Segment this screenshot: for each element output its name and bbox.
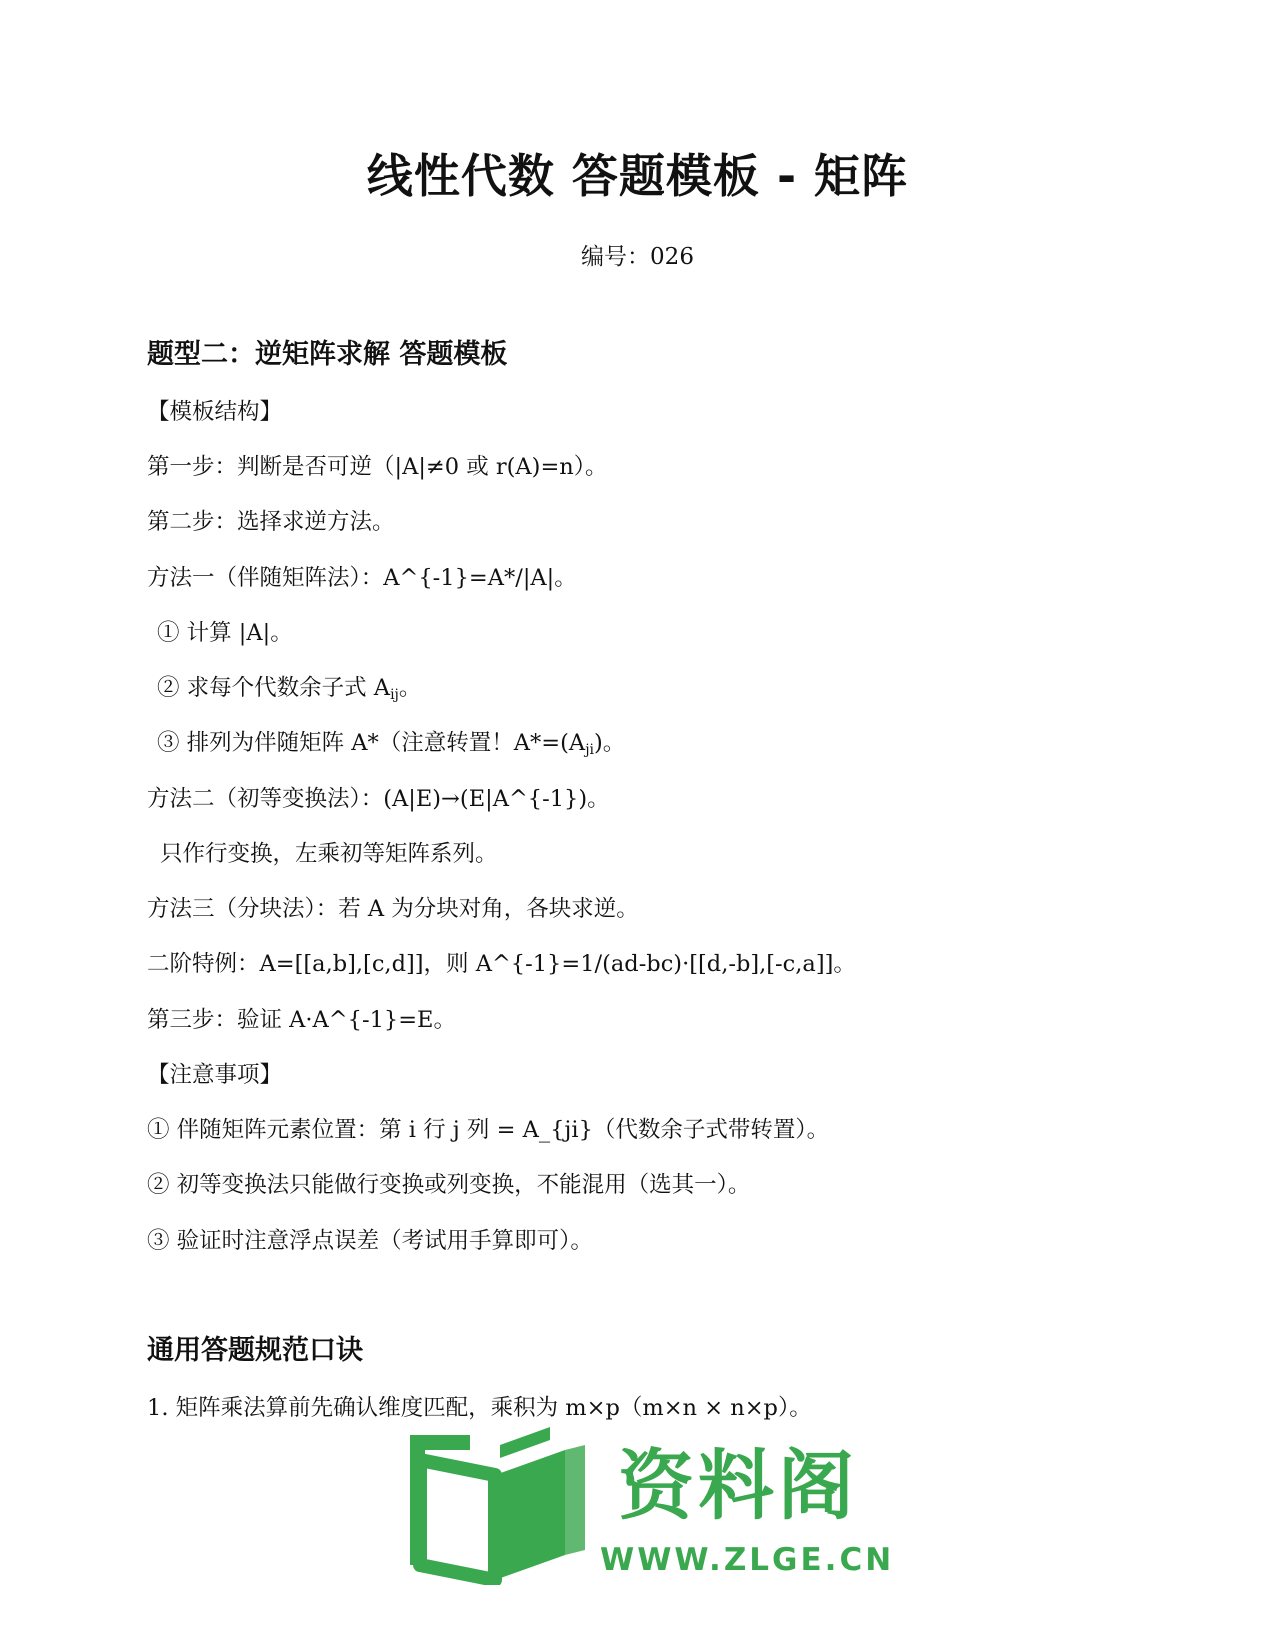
note-1: ① 伴随矩阵元素位置：第 i 行 j 列 = A_{ji}（代数余子式带转置）。 — [147, 1117, 830, 1143]
method-1-substep-c — [157, 725, 625, 758]
method-2: 方法二（初等变换法）：(A|E)→(E|A^{-1})。 — [147, 786, 610, 812]
note-2: ② 初等变换法只能做行变换或列变换，不能混用（选其一）。 — [147, 1172, 751, 1198]
method-3: 方法三（分块法）：若 A 为分块对角，各块求逆。 — [147, 896, 639, 922]
substep-c-text: ③ 排列为伴随矩阵 A*（注意转置！A*=(A — [157, 730, 586, 756]
section-heading-inverse-matrix: 题型二：逆矩阵求解 答题模板 — [147, 339, 508, 370]
note-3: ③ 验证时注意浮点误差（考试用手算即可）。 — [147, 1228, 593, 1254]
method-2-note: 只作行变换，左乘初等矩阵系列。 — [160, 841, 498, 867]
subscript-ji: ji — [585, 742, 595, 758]
step-3: 第三步：验证 A·A^{-1}=E。 — [147, 1007, 456, 1033]
step-2: 第二步：选择求逆方法。 — [147, 509, 395, 535]
rule-item-1: 1. 矩阵乘法算前先确认维度匹配，乘积为 m×p（m×n × n×p）。 — [147, 1395, 812, 1421]
book-logo-icon — [400, 1415, 600, 1585]
structure-label: 【模板结构】 — [147, 399, 283, 425]
step-1: 第一步：判断是否可逆（|A|≠0 或 r(A)=n）。 — [147, 454, 608, 480]
method-1-substep-a: ① 计算 |A|。 — [157, 620, 293, 646]
substep-c-end: )。 — [594, 730, 626, 756]
notes-label: 【注意事项】 — [147, 1062, 283, 1088]
watermark-url: WWW.ZLGE.CN — [600, 1542, 895, 1578]
substep-b-end: 。 — [398, 675, 422, 701]
section-heading-general-rules: 通用答题规范口诀 — [147, 1335, 363, 1366]
method-1: 方法一（伴随矩阵法）：A^{-1}=A*/|A|。 — [147, 565, 577, 591]
watermark-brand: 资料阁 — [618, 1441, 858, 1530]
method-1-substep-b — [157, 670, 421, 703]
second-order-special-case: 二阶特例：A=[[a,b],[c,d]]，则 A^{-1}=1/(ad-bc)·[[d,-b],[-c,a]]。 — [147, 951, 856, 977]
document-number: 编号：026 — [581, 244, 694, 270]
page-title: 线性代数 答题模板 - 矩阵 — [366, 149, 909, 203]
subscript-ij: ij — [390, 687, 399, 703]
substep-b-text: ② 求每个代数余子式 A — [157, 675, 391, 701]
